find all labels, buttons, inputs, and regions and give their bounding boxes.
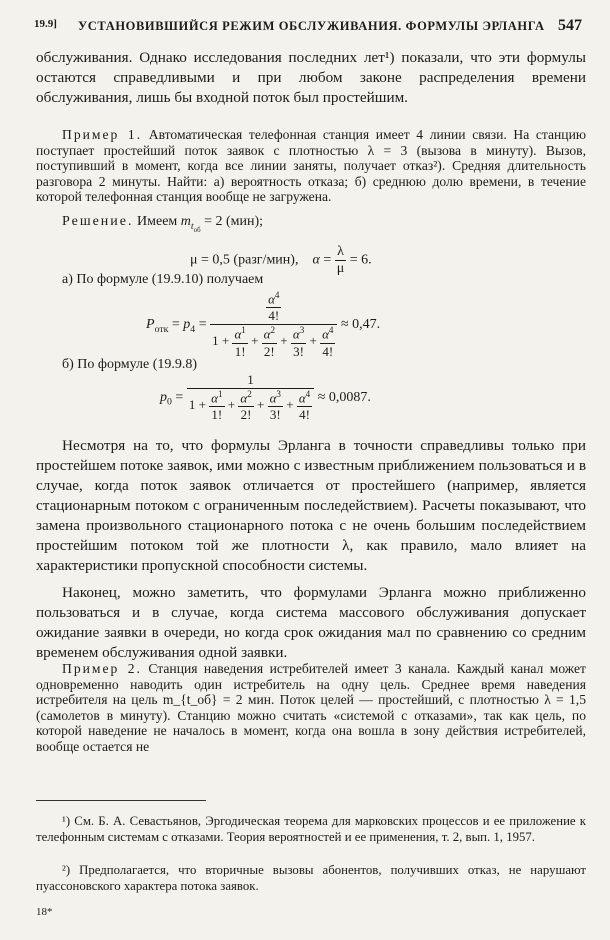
example-2-text: Станция наведения истребителей имеет 3 канала. Каждый канал может одновременно наводить один истребитель на одну цель. Среднее время наведения истребителя на цель m_{t_об} = 2 мин. Поток целей — простейший, с плотностью λ = 1,5 (самолетов в минуту). Станцию можно считать «системой с отказами», так как цель, по которой наведение не началось в момент, когда она вошла в зону действия истребителей, вообще остается не (36, 661, 586, 754)
mu-alpha-line: μ = 0,5 (разг/мин), α = $\frac{\lambda}{\mu}$ = 6. (190, 244, 372, 276)
paragraph-3: Наконец, можно заметить, что формулами Эрланга можно приближенно пользоваться и в случае, когда система массового обслуживания допускает ожидание заявки в очереди, но когда срок ожидания мал по сравнению со средним временем обслуживания одной заявки. (36, 584, 586, 661)
part-a-line: а) По формуле (19.9.10) получаем (62, 272, 264, 287)
p0-result: ≈ 0,0087. (317, 389, 371, 405)
example-1-label: Пример 1. (62, 127, 143, 142)
footnote-1: ¹) См. Б. А. Севастьянов, Эргодическая теорема для марковских процессов и ее приложение к телефонным системам с отказами. Теория вероятностей и ее применения, т. 2, вып. 1, 1957. (36, 814, 586, 844)
part-b-line: б) По формуле (19.9.8) (62, 357, 198, 372)
p0-formula: $p_0$ = 1 1 + $\frac{\alpha^1}{1!}$ + $\frac{\alpha^2}{2!}$ + $\frac{\alpha^3}{3!}$ + $\frac{\alpha^4}{4!}$ ≈ 0,0087. (160, 372, 371, 423)
p-otk-formula: $P_{отк} = p_4$ = $\frac{\alpha^4}{4!}$ 1 + $\frac{\alpha^1}{1!}$ + $\frac{\alpha^2}{2!}$ + $\frac{\alpha^3}{3!}$ + $\frac{\alpha^4}{4!}$ ≈ 0,47. (146, 290, 381, 359)
example-2-label: Пример 2. (62, 661, 142, 676)
paragraph-2: Несмотря на то, что формулы Эрланга в точности справедливы только при простейшем потоке заявок, ими можно с известным приближением пользоваться и в случае, когда поток заявок отличается от простейшего (например, является стационарным потоком с ограниченным последействием). Расчеты показывают, что замена произвольного стационарного потока с не очень большим последействием простейшим потоком той же плотности λ, как правило, мало влияет на характеристики пропускной способности системы. (36, 437, 586, 574)
intro-paragraph: обслуживания. Однако исследования последних лет¹) показали, что эти формулы остаются справедливыми и при любом законе распределения времени обслуживания, лишь бы входной поток был простейшим. (36, 49, 586, 106)
mu-value: μ = 0,5 (разг/мин), (190, 252, 299, 268)
section-number: 19.9] (34, 18, 57, 30)
signature-mark: 18* (36, 906, 53, 918)
example-1 (36, 127, 586, 205)
p0-fraction: 1 1 + $\frac{\alpha^1}{1!}$ + $\frac{\alpha^2}{2!}$ + $\frac{\alpha^3}{3!}$ + $\frac{\alpha^4}{4!}$ (187, 372, 314, 423)
example-1-text: Автоматическая телефонная станция имеет 4 линии связи. На станцию поступает простейший поток заявок с плотностью λ = 3 (вызова в минуту). Вызов, поступивший в момент, когда все линии заняты, получает отказ²). Средняя длительность разговора 2 минуты. Найти: а) вероятность отказа; б) среднюю долю времени, в течение которой телефонная станция вообще не загружена. (36, 127, 586, 205)
solution-text: Имеем (137, 214, 178, 229)
running-title: УСТАНОВИВШИЙСЯ РЕЖИМ ОБСЛУЖИВАНИЯ. ФОРМУЛЫ ЭРЛАНГА (78, 19, 545, 33)
example-2 (36, 661, 586, 755)
footnote-2: ²) Предполагается, что вторичные вызовы абонентов, получивших отказ, не нарушают пуассоновского характера потока заявок. (36, 863, 586, 893)
p-otk-fraction: $\frac{\alpha^4}{4!}$ 1 + $\frac{\alpha^1}{1!}$ + $\frac{\alpha^2}{2!}$ + $\frac{\alpha^3}{3!}$ + $\frac{\alpha^4}{4!}$ (210, 290, 337, 360)
solution-line: Решение. Имеем $m_{t_{об}} = 2$ (мин); (62, 214, 264, 234)
solution-label: Решение. (62, 214, 134, 229)
page-number: 547 (558, 17, 582, 34)
p-otk-result: ≈ 0,47. (340, 317, 381, 333)
alpha-fraction: $\frac{\lambda}{\mu}$ (336, 244, 345, 276)
footnote-rule (36, 800, 206, 801)
